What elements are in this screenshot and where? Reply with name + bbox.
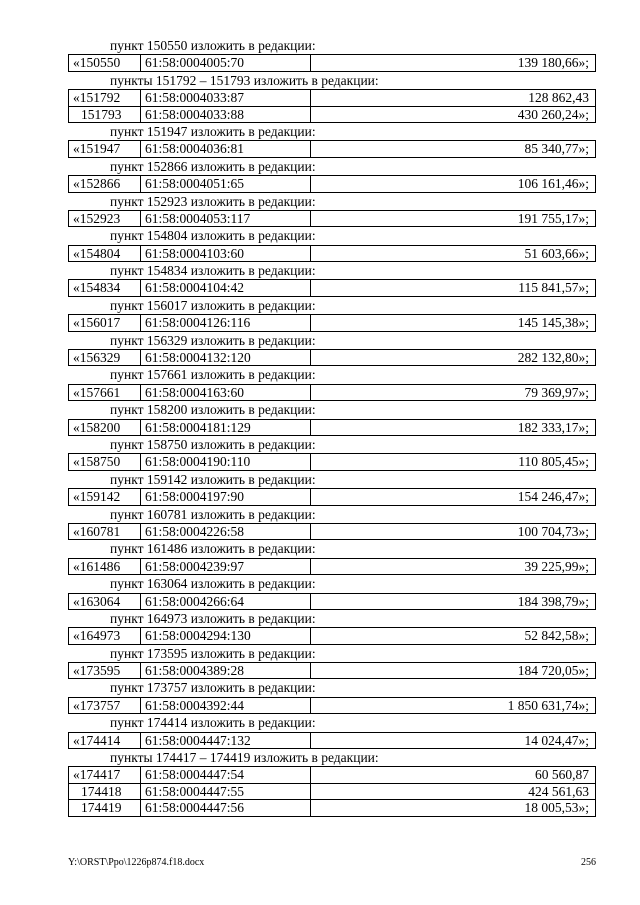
table-row <box>68 54 596 71</box>
item-number-cell: «151947 <box>69 141 141 156</box>
amendment-instruction: пункт 173595 изложить в редакции: <box>110 645 316 661</box>
item-number-cell: «154804 <box>69 246 141 261</box>
amendment-instruction: пункт 160781 изложить в редакции: <box>110 506 316 522</box>
table-row <box>68 384 596 401</box>
footer-file-path: Y:\ORST\Ppo\1226p874.f18.docx <box>68 857 205 868</box>
table-row <box>68 697 596 714</box>
table-row <box>68 245 596 262</box>
cadastral-number-cell: 61:58:0004033:87 <box>141 90 311 105</box>
cadastral-number-cell: 61:58:0004226:58 <box>141 524 311 539</box>
table-row <box>68 89 596 106</box>
table-row <box>68 662 596 679</box>
cadastral-value-cell: 18 005,53»; <box>524 800 589 816</box>
cadastral-value-cell: 424 561,63 <box>528 783 589 799</box>
table-row <box>68 766 596 783</box>
cadastral-value-cell: 282 132,80»; <box>517 350 589 366</box>
table-row <box>68 349 596 366</box>
amendment-instruction: пункт 158750 изложить в редакции: <box>110 436 316 452</box>
amendment-instruction: пункт 156329 изложить в редакции: <box>110 332 316 348</box>
item-number-cell: 174418 <box>69 784 141 799</box>
table-row <box>68 279 596 296</box>
amendment-instruction: пункт 159142 изложить в редакции: <box>110 471 316 487</box>
cadastral-number-cell: 61:58:0004447:132 <box>141 733 311 748</box>
page-footer <box>68 856 596 870</box>
table-row <box>68 419 596 436</box>
item-number-cell: «154834 <box>69 280 141 295</box>
item-number-cell: «150550 <box>69 55 141 70</box>
cadastral-number-cell: 61:58:0004005:70 <box>141 55 311 70</box>
cadastral-value-cell: 139 180,66»; <box>517 55 589 71</box>
cadastral-value-cell: 191 755,17»; <box>517 210 589 226</box>
cadastral-number-cell: 61:58:0004181:129 <box>141 420 311 435</box>
item-number-cell: «173757 <box>69 698 141 713</box>
cadastral-value-cell: 184 720,05»; <box>517 663 589 679</box>
item-number-cell: «174417 <box>69 767 141 782</box>
item-number-cell: «158200 <box>69 420 141 435</box>
amendment-instruction: пункт 150550 изложить в редакции: <box>110 38 316 53</box>
item-number-cell: «152923 <box>69 211 141 226</box>
cadastral-number-cell: 61:58:0004033:88 <box>141 107 311 122</box>
cadastral-number-cell: 61:58:0004294:130 <box>141 628 311 643</box>
amendment-instruction: пункт 154834 изложить в редакции: <box>110 263 316 279</box>
item-number-cell: «151792 <box>69 90 141 105</box>
item-number-cell: «161486 <box>69 559 141 574</box>
item-number-cell: «152866 <box>69 176 141 191</box>
amendment-instruction: пункт 157661 изложить в редакции: <box>110 367 316 383</box>
table-row <box>68 453 596 470</box>
cadastral-number-cell: 61:58:0004239:97 <box>141 559 311 574</box>
cadastral-value-cell: 430 260,24»; <box>517 106 589 122</box>
amendment-instruction: пункты 151792 – 151793 изложить в редакции: <box>110 72 379 88</box>
item-number-cell: 151793 <box>69 107 141 122</box>
cadastral-value-cell: 115 841,57»; <box>518 280 589 296</box>
item-number-cell: «163064 <box>69 594 141 609</box>
cadastral-number-cell: 61:58:0004132:120 <box>141 350 311 365</box>
cadastral-number-cell: 61:58:0004447:55 <box>141 784 311 799</box>
table-row <box>68 799 596 816</box>
cadastral-number-cell: 61:58:0004389:28 <box>141 663 311 678</box>
cadastral-value-cell: 154 246,47»; <box>517 489 589 505</box>
cadastral-number-cell: 61:58:0004053:117 <box>141 211 311 226</box>
cadastral-value-cell: 51 603,66»; <box>524 245 589 261</box>
table-row <box>68 140 596 157</box>
cadastral-number-cell: 61:58:0004051:65 <box>141 176 311 191</box>
document-body <box>68 37 596 817</box>
table-row <box>68 593 596 610</box>
cadastral-value-cell: 145 145,38»; <box>517 315 589 331</box>
item-number-cell: «156017 <box>69 315 141 330</box>
cadastral-value-cell: 100 704,73»; <box>517 523 589 539</box>
cadastral-value-cell: 106 161,46»; <box>517 176 589 192</box>
table-row <box>68 558 596 575</box>
table-row <box>68 175 596 192</box>
table-row <box>68 732 596 749</box>
table-row <box>68 488 596 505</box>
item-number-cell: «156329 <box>69 350 141 365</box>
table-row <box>68 627 596 644</box>
page-number: 256 <box>581 857 596 868</box>
table-row <box>68 523 596 540</box>
cadastral-value-cell: 85 340,77»; <box>524 141 589 157</box>
cadastral-value-cell: 1 850 631,74»; <box>507 697 589 713</box>
amendment-instruction: пункт 161486 изложить в редакции: <box>110 541 316 557</box>
table-row <box>68 783 596 800</box>
amendment-instruction: пункт 152866 изложить в редакции: <box>110 158 316 174</box>
cadastral-number-cell: 61:58:0004266:64 <box>141 594 311 609</box>
table-row <box>68 210 596 227</box>
amendment-instruction: пункт 163064 изложить в редакции: <box>110 576 316 592</box>
cadastral-number-cell: 61:58:0004036:81 <box>141 141 311 156</box>
amendment-instruction: пункт 164973 изложить в редакции: <box>110 610 316 626</box>
amendment-instruction: пункт 151947 изложить в редакции: <box>110 123 316 139</box>
item-number-cell: «160781 <box>69 524 141 539</box>
item-number-cell: «159142 <box>69 489 141 504</box>
cadastral-number-cell: 61:58:0004447:56 <box>141 800 311 815</box>
cadastral-value-cell: 110 805,45»; <box>518 454 589 470</box>
amendment-instruction: пункт 174414 изложить в редакции: <box>110 715 316 731</box>
cadastral-value-cell: 52 842,58»; <box>524 628 589 644</box>
table-row <box>68 314 596 331</box>
cadastral-value-cell: 60 560,87 <box>535 767 589 783</box>
amendment-instruction: пункт 158200 изложить в редакции: <box>110 402 316 418</box>
cadastral-number-cell: 61:58:0004197:90 <box>141 489 311 504</box>
amendment-instruction: пункт 152923 изложить в редакции: <box>110 193 316 209</box>
amendment-instruction: пункты 174417 – 174419 изложить в редакции: <box>110 750 379 766</box>
cadastral-value-cell: 128 862,43 <box>528 90 589 106</box>
cadastral-number-cell: 61:58:0004126:116 <box>141 315 311 330</box>
item-number-cell: 174419 <box>69 800 141 815</box>
table-row <box>68 106 596 123</box>
cadastral-value-cell: 182 333,17»; <box>517 419 589 435</box>
cadastral-value-cell: 184 398,79»; <box>517 593 589 609</box>
item-number-cell: «174414 <box>69 733 141 748</box>
cadastral-number-cell: 61:58:0004447:54 <box>141 767 311 782</box>
cadastral-value-cell: 14 024,47»; <box>524 732 589 748</box>
cadastral-number-cell: 61:58:0004392:44 <box>141 698 311 713</box>
amendment-instruction: пункт 154804 изложить в редакции: <box>110 228 316 244</box>
cadastral-number-cell: 61:58:0004103:60 <box>141 246 311 261</box>
item-number-cell: «158750 <box>69 454 141 469</box>
amendment-instruction: пункт 173757 изложить в редакции: <box>110 680 316 696</box>
amendment-instruction: пункт 156017 изложить в редакции: <box>110 297 316 313</box>
cadastral-number-cell: 61:58:0004190:110 <box>141 454 311 469</box>
item-number-cell: «157661 <box>69 385 141 400</box>
item-number-cell: «173595 <box>69 663 141 678</box>
cadastral-number-cell: 61:58:0004163:60 <box>141 385 311 400</box>
item-number-cell: «164973 <box>69 628 141 643</box>
cadastral-value-cell: 39 225,99»; <box>524 558 589 574</box>
cadastral-number-cell: 61:58:0004104:42 <box>141 280 311 295</box>
cadastral-value-cell: 79 369,97»; <box>524 384 589 400</box>
